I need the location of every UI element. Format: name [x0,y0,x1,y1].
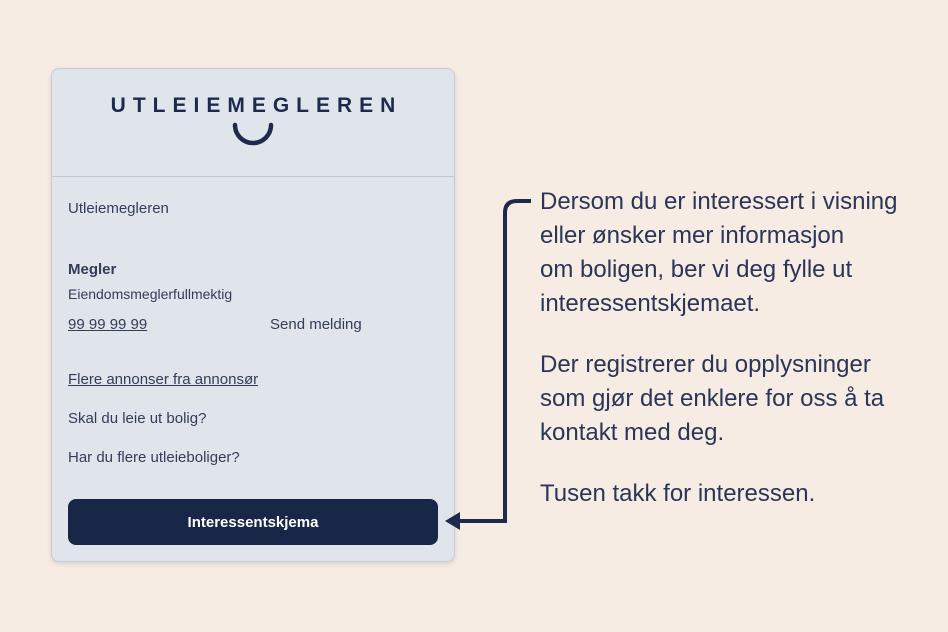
question-more-rentals-link[interactable]: Har du flere utleieboliger? [68,449,240,466]
advertiser-name: Utleiemegleren [68,200,169,217]
annotation-line: interessentskjemaet. [540,290,761,317]
elbow-arrow-icon [443,190,539,536]
question-rent-out-link[interactable]: Skal du leie ut bolig? [68,410,207,427]
interest-form-button[interactable]: Interessentskjema [68,499,438,545]
annotation-line: om boligen, ber vi deg fylle ut [540,256,853,283]
send-message-link[interactable]: Send melding [270,316,362,333]
contact-card [51,68,455,562]
smile-arc-icon [104,122,403,151]
annotation-line: Der registrerer du opplysninger [540,351,871,378]
agent-title: Eiendomsmeglerfullmektig [68,286,233,302]
annotation-line: kontakt med deg. [540,419,725,446]
annotation-line: Dersom du er interessert i visning [540,188,898,215]
annotation-paragraph [540,348,930,450]
utleiemegleren-logo[interactable] [104,94,403,151]
phone-link[interactable]: 99 99 99 99 [68,316,148,333]
annotation-text [540,185,930,538]
annotation-line: eller ønsker mer informasjon [540,222,845,249]
more-ads-link[interactable]: Flere annonser fra annonsør [68,371,259,388]
card-header [52,69,454,177]
contact-row [68,316,438,334]
annotation-paragraph [540,185,930,321]
annotation-line: som gjør det enklere for oss å ta [540,385,885,412]
brand-wordmark: UTLEIEMEGLEREN [110,94,403,117]
agent-name: Megler [68,261,117,278]
annotation-line: Tusen takk for interessen. [540,480,816,507]
annotation-paragraph [540,477,930,511]
card-body [52,177,454,562]
